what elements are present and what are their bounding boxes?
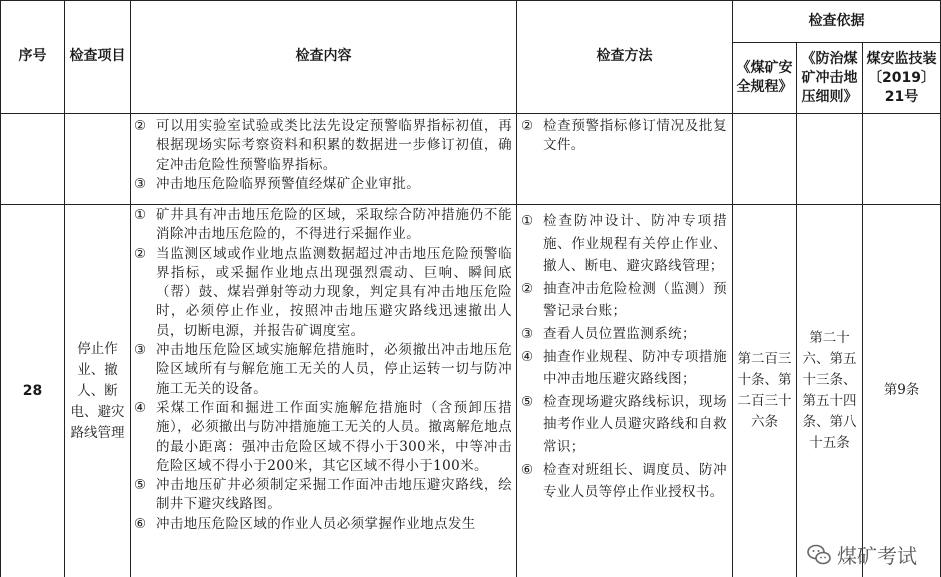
list-item: ② 抽查冲击危险检测（监测）预警记录台账； <box>521 280 727 320</box>
header-item: 检查项目 <box>69 48 126 64</box>
header-content: 检查内容 <box>295 48 352 64</box>
list-item: ③ 冲击地压危险临界预警值经煤矿企业审批。 <box>134 175 421 192</box>
row-basis-rockburst-rules: 第二十六、第五十三条、第五十四条、第八十五条 <box>802 330 857 451</box>
list-item: ⑤ 检查现场避灾路线标识，现场抽考作业人员避灾路线和自救常识； <box>521 393 727 455</box>
list-item: ⑥ 冲击地压危险区域的作业人员必须掌握作业地点发生 <box>134 515 476 532</box>
row-item: 停止作业、撤人、断电、避灾路线管理 <box>70 340 125 441</box>
row-seq: 28 <box>22 383 43 399</box>
watermark <box>807 540 917 569</box>
row-basis-notice: 第9条 <box>883 382 920 399</box>
wechat-icon <box>807 544 831 566</box>
list-item: ⑤ 冲击地压矿井必须制定采掘工作面冲击地压避灾路线，绘制井下避灾线路图。 <box>134 477 512 513</box>
prev-row-method <box>521 117 727 156</box>
header-basis-notice: 煤安监技装〔2019〕21号 <box>866 50 937 105</box>
list-item: ① 检查防冲设计、防冲专项措施、作业规程有关停止作业、撤人、断电、避灾路线管理； <box>521 213 727 275</box>
list-item: ④ 抽查作业规程、防冲专项措施中冲击地压避灾路线图； <box>521 348 727 388</box>
header-basis-coal-safety-rules: 《煤矿安全规程》 <box>736 60 793 95</box>
list-item: ② 当监测区域或作业地点监测数据超过冲击地压危险预警临界指标，或采掘作业地点出现强烈震动、巨响、瞬间底（帮）鼓、煤岩弹射等动力现象，判定具有冲击地压危险时，必须停止作业，按照冲击地压避灾路线迅速撤出人员，切断电源，并报告矿调度室。 <box>134 245 512 339</box>
watermark-text: 煤矿考试 <box>837 544 917 568</box>
header-method: 检查方法 <box>596 48 653 64</box>
list-item: ④ 采煤工作面和掘进工作面实施解危措施时（含预卸压措施），必须撤出与防冲措施施工无关的人员。撤离解危地点的最小距离：强冲击危险区域不得小于300米，中等冲击危险区域不得小于200米，其它区域不得小于100米。 <box>134 399 512 474</box>
header-bottom-line <box>0 113 941 114</box>
header-basis-rockburst-rules: 《防治煤矿冲击地压细则》 <box>801 50 858 105</box>
header-seq: 序号 <box>18 48 47 64</box>
list-item: ③ 查看人员位置监测系统； <box>521 325 696 342</box>
list-item: ⑥ 检查对班组长、调度员、防冲专业人员等停止作业授权书。 <box>521 461 727 501</box>
list-item: ① 矿井具有冲击地压危险的区域，采取综合防冲措施仍不能消除冲击地压危险的，不得进行采掘作业。 <box>134 207 512 243</box>
list-item: ② 检查预警指标修订情况及批复文件。 <box>521 118 727 154</box>
list-item: ② 可以用实验室试验或类比法先设定预警临界指标初值，再根据现场实际考察资料和积累的数据进一步修订初值，确定冲击危险性预警临界指标。 <box>134 118 512 173</box>
prev-row-content <box>134 117 512 194</box>
header-basis: 检查依据 <box>808 12 865 29</box>
row-method <box>521 210 727 504</box>
row-basis-coal-safety-rules: 第二百三十条、第二百三十六条 <box>737 351 792 430</box>
row-content <box>134 206 512 534</box>
list-item: ③ 冲击地压危险区域实施解危措施时，必须撤出冲击地压危险区域所有与解危施工无关的人员，停止运转一切与防冲施工无关的设备。 <box>134 342 512 397</box>
